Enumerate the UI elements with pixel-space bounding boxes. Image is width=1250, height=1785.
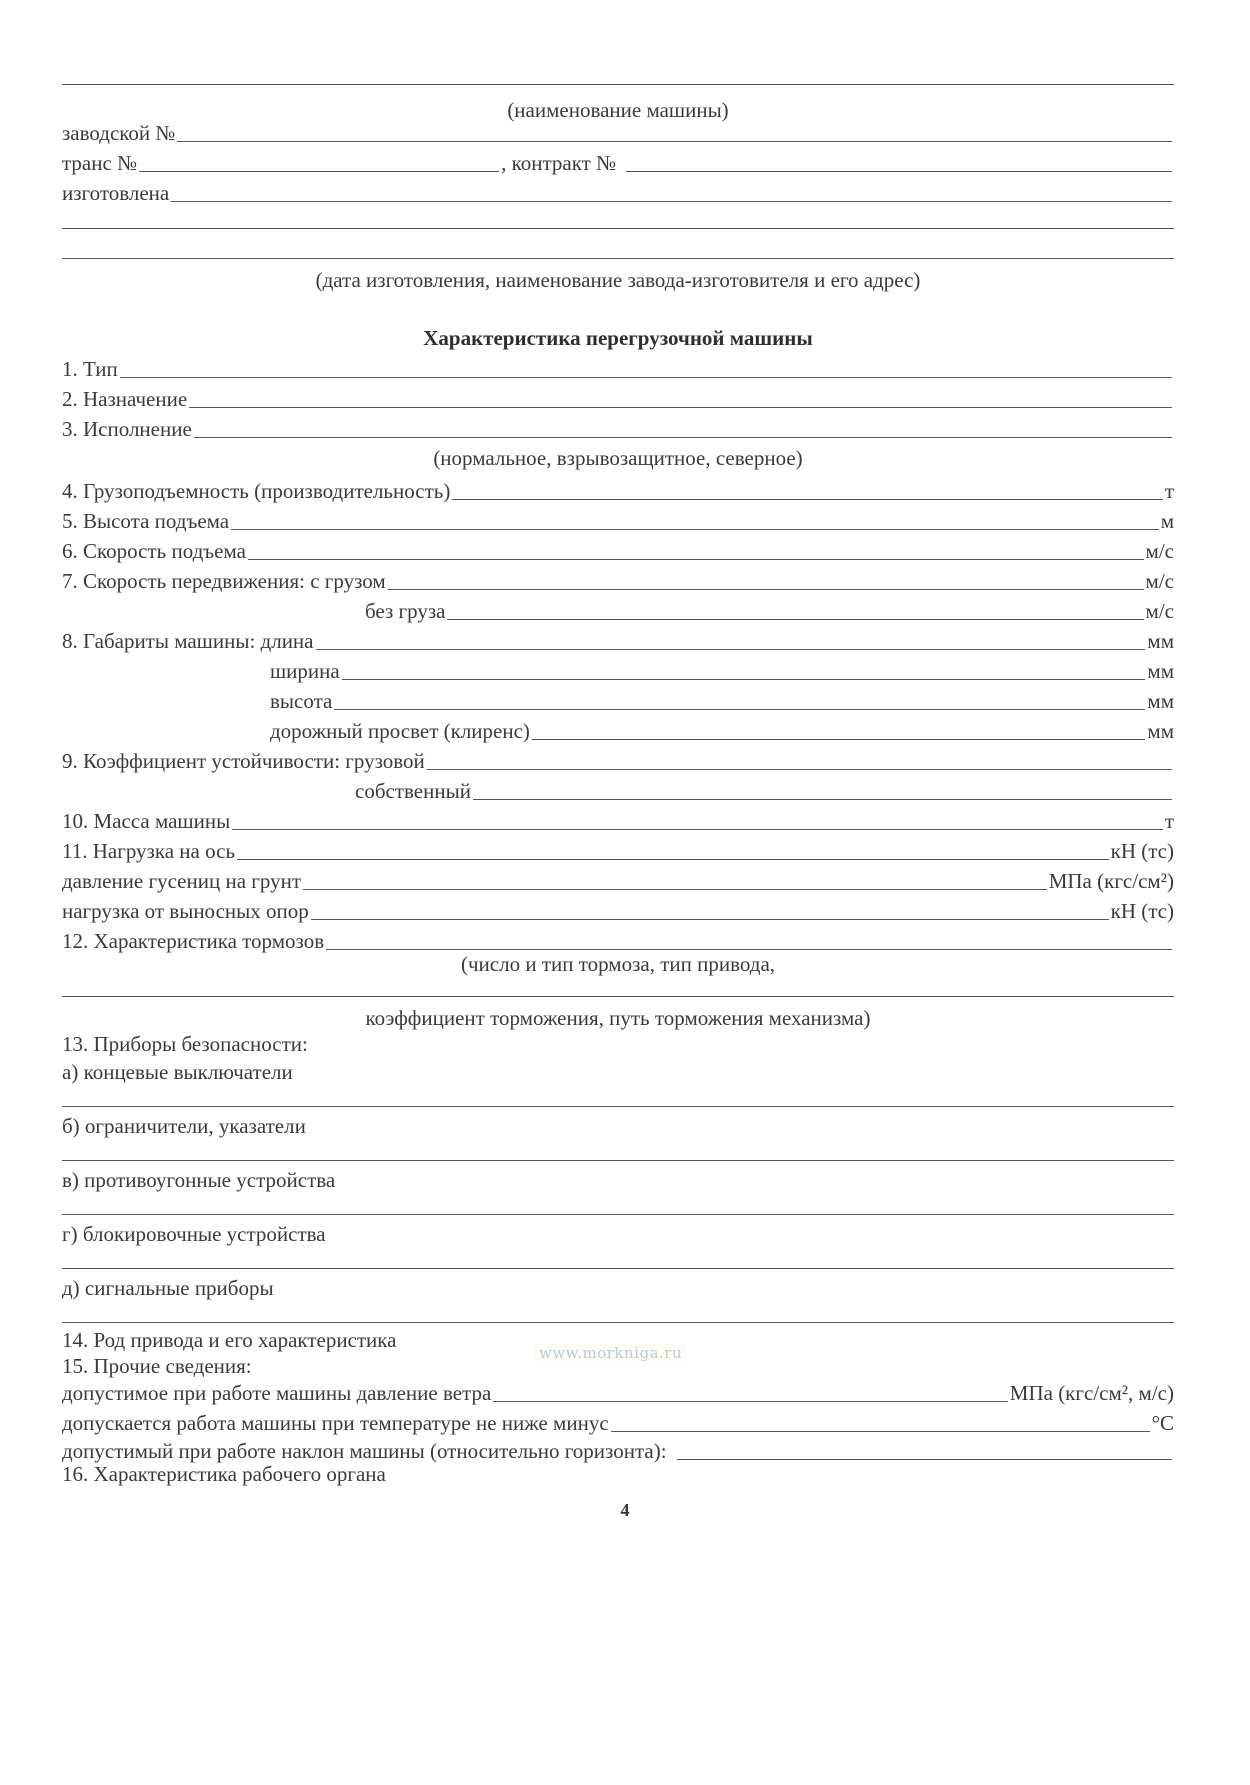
contract-no-field[interactable] [626, 170, 1172, 172]
safety-line-limit-switches[interactable] [62, 1106, 1174, 1107]
item-label: собственный [355, 779, 471, 803]
item-execution-row [62, 412, 1174, 442]
item-track-pressure-row [62, 864, 1174, 894]
item-type-row [62, 352, 1174, 382]
item-axle-load-field[interactable] [237, 858, 1109, 860]
item-unit: м/с [1145, 539, 1174, 563]
item-height-field[interactable] [334, 708, 1145, 710]
item-travel-speed-loaded-row [62, 564, 1174, 594]
min-temperature-field[interactable] [611, 1430, 1150, 1432]
working-body-title: 16. Характеристика рабочего органа [62, 1462, 386, 1486]
trans-no-field[interactable] [139, 170, 499, 172]
safety-line-anti-theft[interactable] [62, 1214, 1174, 1215]
item-lift-speed-row [62, 534, 1174, 564]
item-label: 11. Нагрузка на ось [62, 839, 236, 863]
trans-contract-row [62, 146, 1174, 176]
brakes-caption-1: (число и тип тормоза, тип привода, [460, 952, 776, 976]
section-title: Характеристика перегрузочной машины [423, 326, 813, 350]
item-length-row [62, 624, 1174, 654]
item-brakes-row [62, 924, 1174, 954]
safety-item-limiters: б) ограничители, указатели [62, 1114, 306, 1138]
item-width-field[interactable] [342, 678, 1146, 680]
item-unit: м [1160, 509, 1174, 533]
safety-line-limiters[interactable] [62, 1160, 1174, 1161]
item-mass-field[interactable] [232, 828, 1163, 830]
wind-pressure-row [62, 1376, 1174, 1406]
manufacture-line-1[interactable] [62, 228, 1174, 229]
item-height-row [270, 684, 1174, 714]
item-travel-speed-loaded-field[interactable] [388, 588, 1144, 590]
item-label: допускается работа машины при температуре не ниже минус [62, 1411, 609, 1435]
manufactured-label: изготовлена [62, 181, 170, 205]
safety-item-limit-switches: а) концевые выключатели [62, 1060, 293, 1084]
brakes-caption-2: коэффициент торможения, путь торможения механизма) [365, 1006, 871, 1030]
item-length-field[interactable] [316, 648, 1146, 650]
manufacture-caption: (дата изготовления, наименование завода-изготовителя и его адрес) [315, 268, 921, 292]
item-label: ширина [270, 659, 340, 683]
item-track-pressure-field[interactable] [303, 888, 1047, 890]
safety-title: 13. Приборы безопасности: [62, 1032, 308, 1056]
item-unit: м/с [1145, 599, 1174, 623]
item-label: 12. Характеристика тормозов [62, 929, 325, 953]
trans-no-label: транс № [62, 151, 138, 175]
watermark: www.morkniga.ru [535, 1344, 686, 1362]
other-title: 15. Прочие сведения: [62, 1354, 252, 1378]
item-unit: т [1164, 479, 1174, 503]
item-width-row [270, 654, 1174, 684]
item-type-field[interactable] [120, 376, 1172, 378]
wind-pressure-field[interactable] [493, 1400, 1007, 1402]
factory-no-field[interactable] [177, 140, 1172, 142]
item-label: 4. Грузоподъемность (производительность) [62, 479, 451, 503]
item-unit: м/с [1145, 569, 1174, 593]
item-travel-speed-unloaded-row [365, 594, 1174, 624]
item-axle-load-row [62, 834, 1174, 864]
safety-item-interlocks: г) блокировочные устройства [62, 1222, 326, 1246]
manufactured-row [62, 176, 1174, 206]
item-stability-load-row [62, 744, 1174, 774]
item-label: 10. Масса машины [62, 809, 231, 833]
execution-caption: (нормальное, взрывозащитное, северное) [433, 446, 803, 470]
item-label: высота [270, 689, 333, 713]
tilt-row [62, 1434, 1174, 1464]
item-outrigger-load-field[interactable] [311, 918, 1109, 920]
item-clearance-row [270, 714, 1174, 744]
item-unit: кН (тс) [1110, 839, 1174, 863]
item-mass-row [62, 804, 1174, 834]
manufacture-line-2[interactable] [62, 258, 1174, 259]
item-unit: °С [1151, 1411, 1174, 1435]
min-temperature-row [62, 1406, 1174, 1436]
item-label: 9. Коэффициент устойчивости: грузовой [62, 749, 425, 773]
item-capacity-field[interactable] [452, 498, 1162, 500]
item-label: 1. Тип [62, 357, 118, 381]
item-label: 5. Высота подъема [62, 509, 230, 533]
item-stability-own-field[interactable] [473, 798, 1172, 800]
contract-no-label: , контракт № [501, 151, 617, 175]
item-brakes-field[interactable] [326, 948, 1172, 950]
item-label: 8. Габариты машины: длина [62, 629, 314, 653]
item-unit: МПа (кгс/см²) [1048, 869, 1174, 893]
item-clearance-field[interactable] [532, 738, 1146, 740]
item-lift-height-row [62, 504, 1174, 534]
item-unit: кН (тс) [1110, 899, 1174, 923]
item-capacity-row [62, 474, 1174, 504]
item-unit: мм [1147, 659, 1174, 683]
item-label: давление гусениц на грунт [62, 869, 302, 893]
item-unit: т [1164, 809, 1174, 833]
item-label: 2. Назначение [62, 387, 188, 411]
safety-item-signals: д) сигнальные приборы [62, 1276, 274, 1300]
item-unit: мм [1147, 629, 1174, 653]
item-label: без груза [365, 599, 446, 623]
safety-line-signals[interactable] [62, 1322, 1174, 1323]
item-unit: мм [1147, 719, 1174, 743]
item-label: нагрузка от выносных опор [62, 899, 309, 923]
safety-line-interlocks[interactable] [62, 1268, 1174, 1269]
drive-title: 14. Род привода и его характеристика [62, 1328, 397, 1352]
item-label: 6. Скорость подъема [62, 539, 246, 563]
brakes-line-2[interactable] [62, 996, 1174, 997]
item-execution-field[interactable] [194, 436, 1172, 438]
safety-item-anti-theft: в) противоугонные устройства [62, 1168, 336, 1192]
item-unit: мм [1147, 689, 1174, 713]
item-purpose-field[interactable] [189, 406, 1172, 408]
item-label: допустимый при работе наклон машины (относительно горизонта): [62, 1439, 667, 1463]
item-unit: МПа (кгс/см², м/с) [1009, 1381, 1174, 1405]
item-label: допустимое при работе машины давление ветра [62, 1381, 492, 1405]
factory-no-row [62, 116, 1174, 146]
page-number: 4 [620, 1500, 630, 1520]
manufactured-field[interactable] [171, 200, 1172, 202]
item-travel-speed-unloaded-field[interactable] [447, 618, 1143, 620]
item-outrigger-load-row [62, 894, 1174, 924]
item-lift-speed-field[interactable] [248, 558, 1144, 560]
item-label: дорожный просвет (клиренс) [270, 719, 530, 743]
factory-no-label: заводской № [62, 121, 176, 145]
item-lift-height-field[interactable] [231, 528, 1159, 530]
machine-name-field[interactable] [62, 84, 1174, 85]
item-stability-load-field[interactable] [427, 768, 1172, 770]
item-label: 7. Скорость передвижения: с грузом [62, 569, 386, 593]
machine-name-caption: (наименование машины) [507, 98, 729, 122]
item-stability-own-row [355, 774, 1174, 804]
tilt-field[interactable] [677, 1458, 1172, 1460]
item-label: 3. Исполнение [62, 417, 192, 441]
item-purpose-row [62, 382, 1174, 412]
